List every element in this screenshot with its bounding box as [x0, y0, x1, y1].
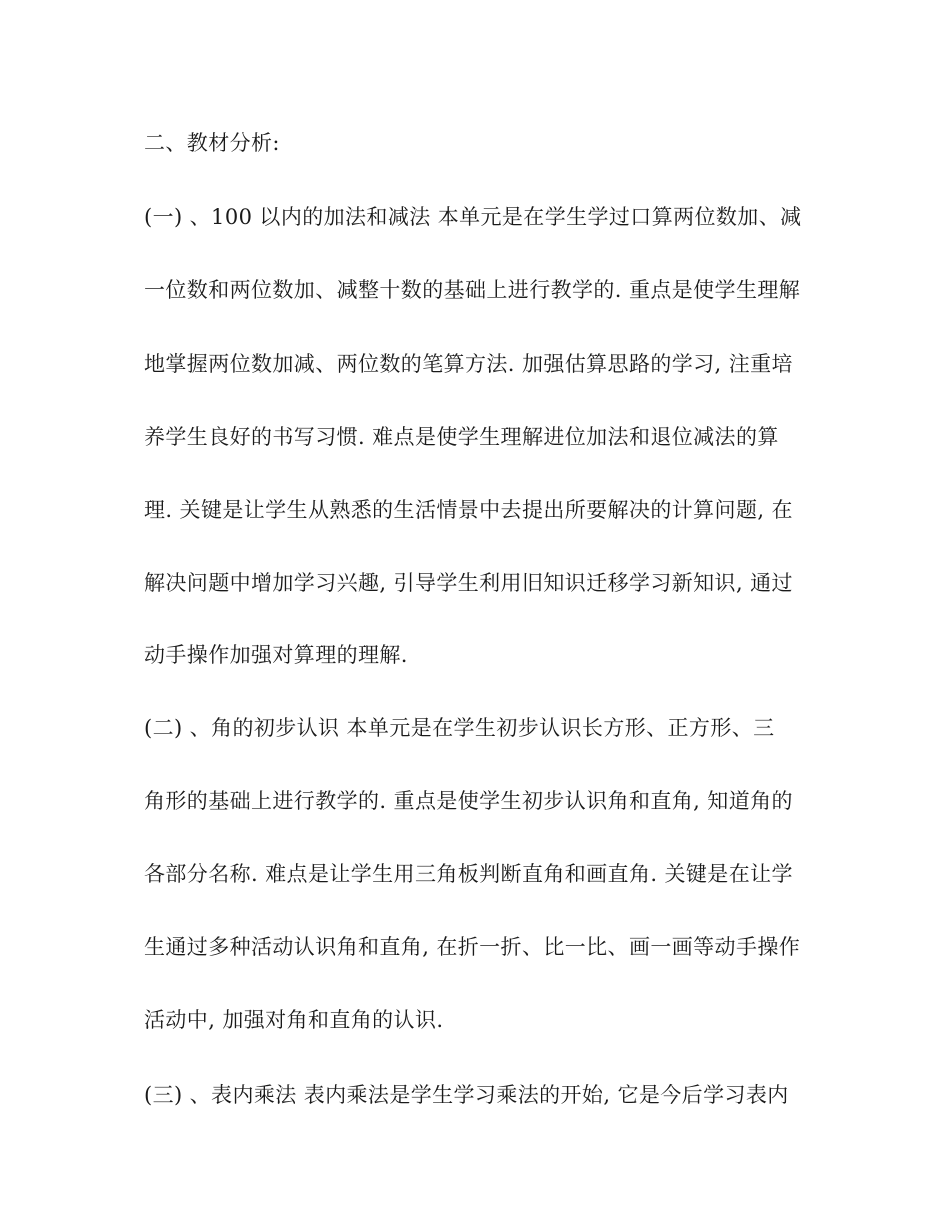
paragraph-line: (一) 、100 以内的加法和减法 本单元是在学生学过口算两位数加、减: [144, 205, 802, 229]
paragraph-line: 理. 关键是让学生从熟悉的生活情景中去提出所要解决的计算问题, 在: [144, 498, 793, 522]
section-heading: 二、教材分析:: [144, 131, 280, 155]
paragraph-line: 生通过多种活动认识角和直角, 在折一折、比一比、画一画等动手操作: [144, 935, 801, 959]
paragraph-line: 解决问题中增加学习兴趣, 引导学生利用旧知识迁移学习新知识, 通过: [144, 571, 793, 595]
paragraph-line: (三) 、表内乘法 表内乘法是学生学习乘法的开始, 它是今后学习表内: [144, 1083, 789, 1107]
paragraph-line: 养学生良好的书写习惯. 难点是使学生理解进位加法和退位减法的算: [144, 425, 779, 449]
paragraph-line: 角形的基础上进行教学的. 重点是使学生初步认识角和直角, 知道角的: [144, 789, 793, 813]
paragraph-line: 活动中, 加强对角和直角的认识.: [144, 1008, 444, 1032]
paragraph-line: (二) 、角的初步认识 本单元是在学生初步认识长方形、正方形、三: [144, 716, 775, 740]
paragraph-line: 动手操作加强对算理的理解.: [144, 643, 408, 667]
paragraph-line: 一位数和两位数加、减整十数的基础上进行教学的. 重点是使学生理解: [144, 278, 801, 302]
paragraph-line: 地掌握两位数加减、两位数的笔算方法. 加强估算思路的学习, 注重培: [144, 352, 793, 376]
paragraph-line: 各部分名称. 难点是让学生用三角板判断直角和画直角. 关键是在让学: [144, 862, 793, 886]
